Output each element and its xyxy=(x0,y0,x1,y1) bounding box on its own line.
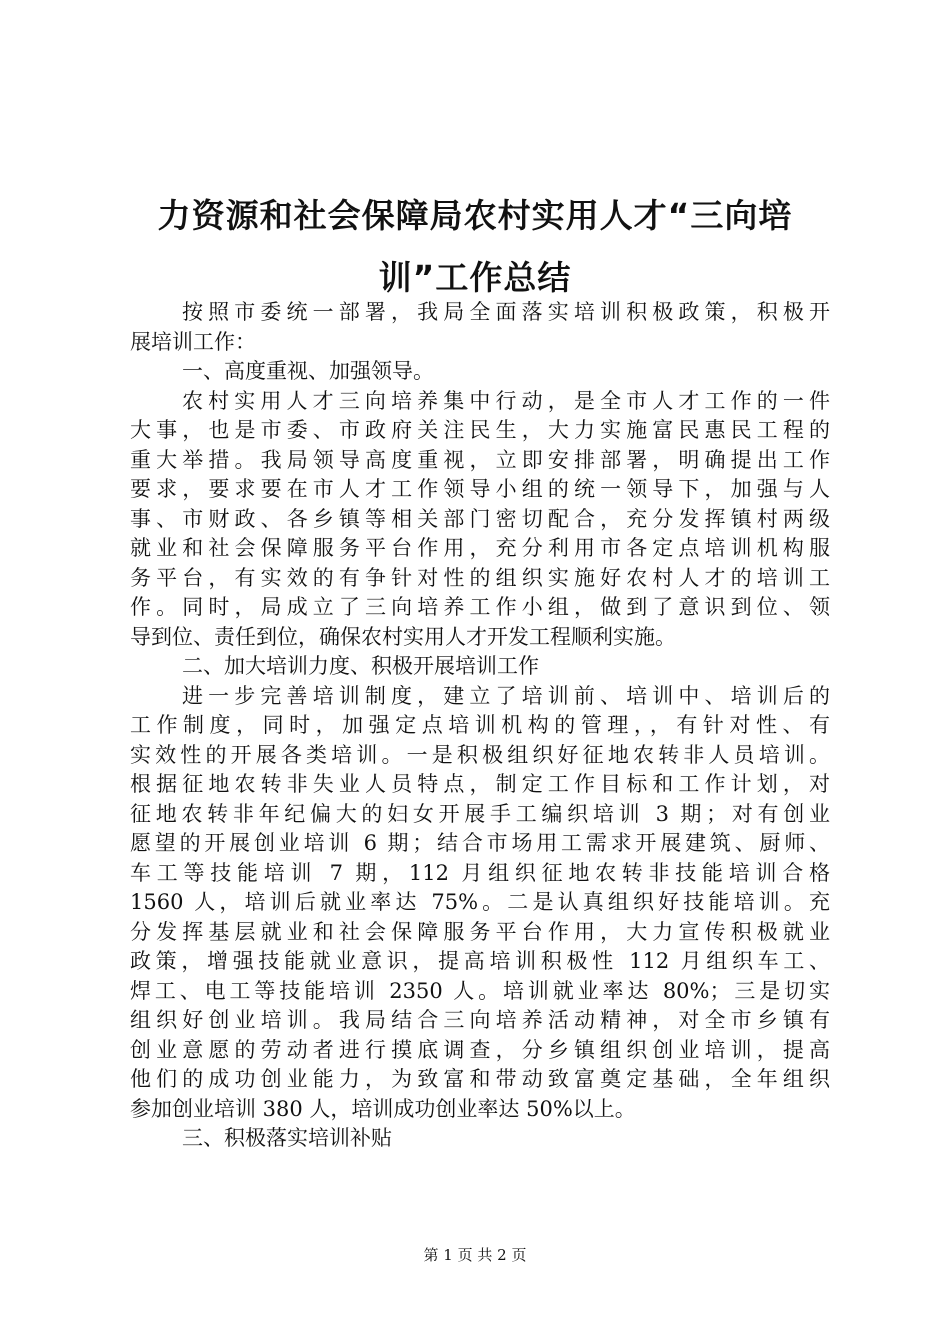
body-line: 大事，也是市委、市政府关注民生，大力实施富民惠民工程的 xyxy=(130,418,830,442)
page-footer: 第 1 页 共 2 页 xyxy=(423,1246,527,1264)
body-line: 三、积极落实培训补贴 xyxy=(182,1126,392,1150)
document-title-line-1: 力资源和社会保障局农村实用人才“三向培 xyxy=(157,196,793,235)
body-line: 按照市委统一部署，我局全面落实培训积极政策，积极开 xyxy=(182,300,830,324)
body-line: 作。同时，局成立了三向培养工作小组，做到了意识到位、领 xyxy=(130,595,830,619)
body-line: 分发挥基层就业和社会保障服务平台作用，大力宣传积极就业 xyxy=(130,919,830,944)
body-line: 农村实用人才三向培养集中行动，是全市人才工作的一件 xyxy=(182,388,830,413)
body-line: 征地农转非年纪偏大的妇女开展手工编织培训 3 期；对有创业 xyxy=(130,801,830,826)
body-line: 参加创业培训 380 人，培训成功创业率达 50%以上。 xyxy=(130,1096,636,1121)
body-line: 展培训工作： xyxy=(130,329,256,354)
body-line: 要求，要求要在市人才工作领导小组的统一领导下，加强与人 xyxy=(130,477,830,501)
body-line: 政策，增强技能就业意识，提高培训积极性 112 月组织车工、 xyxy=(130,949,830,973)
body-line: 重大举措。我局领导高度重视，立即安排部署，明确提出工作 xyxy=(130,447,830,472)
body-line: 就业和社会保障服务平台作用，充分利用市各定点培训机构服 xyxy=(130,536,830,560)
body-line: 愿望的开展创业培训 6 期；结合市场用工需求开展建筑、厨师、 xyxy=(130,831,830,855)
body-line: 务平台，有实效的有争针对性的组织实施好农村人才的培训工 xyxy=(130,565,830,590)
body-line: 导到位、责任到位，确保农村实用人才开发工程顺利实施。 xyxy=(130,624,676,649)
body-line: 车工等技能培训 7 期，112 月组织征地农转非技能培训合格 xyxy=(130,860,830,885)
body-line: 他们的成功创业能力，为致富和带动致富奠定基础，全年组织 xyxy=(130,1067,830,1091)
document-title-line-2: 训”工作总结 xyxy=(378,258,572,297)
body-line: 事、市财政、各乡镇等相关部门密切配合，充分发挥镇村两级 xyxy=(130,506,830,531)
document-body xyxy=(130,298,830,1154)
body-line: 创业意愿的劳动者进行摸底调查，分乡镇组织创业培训，提高 xyxy=(130,1037,830,1062)
body-line: 实效性的开展各类培训。一是积极组织好征地农转非人员培训。 xyxy=(130,742,830,767)
body-line: 工作制度，同时，加强定点培训机构的管理，，有针对性、有 xyxy=(130,713,830,737)
body-line: 二、加大培训力度、积极开展培训工作 xyxy=(182,654,539,678)
body-line: 组织好创业培训。我局结合三向培养活动精神，对全市乡镇有 xyxy=(130,1008,830,1032)
body-line: 1560 人，培训后就业率达 75%。二是认真组织好技能培训。充 xyxy=(130,890,830,914)
body-line: 进一步完善培训制度，建立了培训前、培训中、培训后的 xyxy=(182,683,830,708)
body-line: 根据征地农转非失业人员特点，制定工作目标和工作计划，对 xyxy=(130,772,830,796)
body-line: 一、高度重视、加强领导。 xyxy=(182,359,434,383)
body-line: 焊工、电工等技能培训 2350 人。培训就业率达 80%；三是切实 xyxy=(130,978,830,1003)
